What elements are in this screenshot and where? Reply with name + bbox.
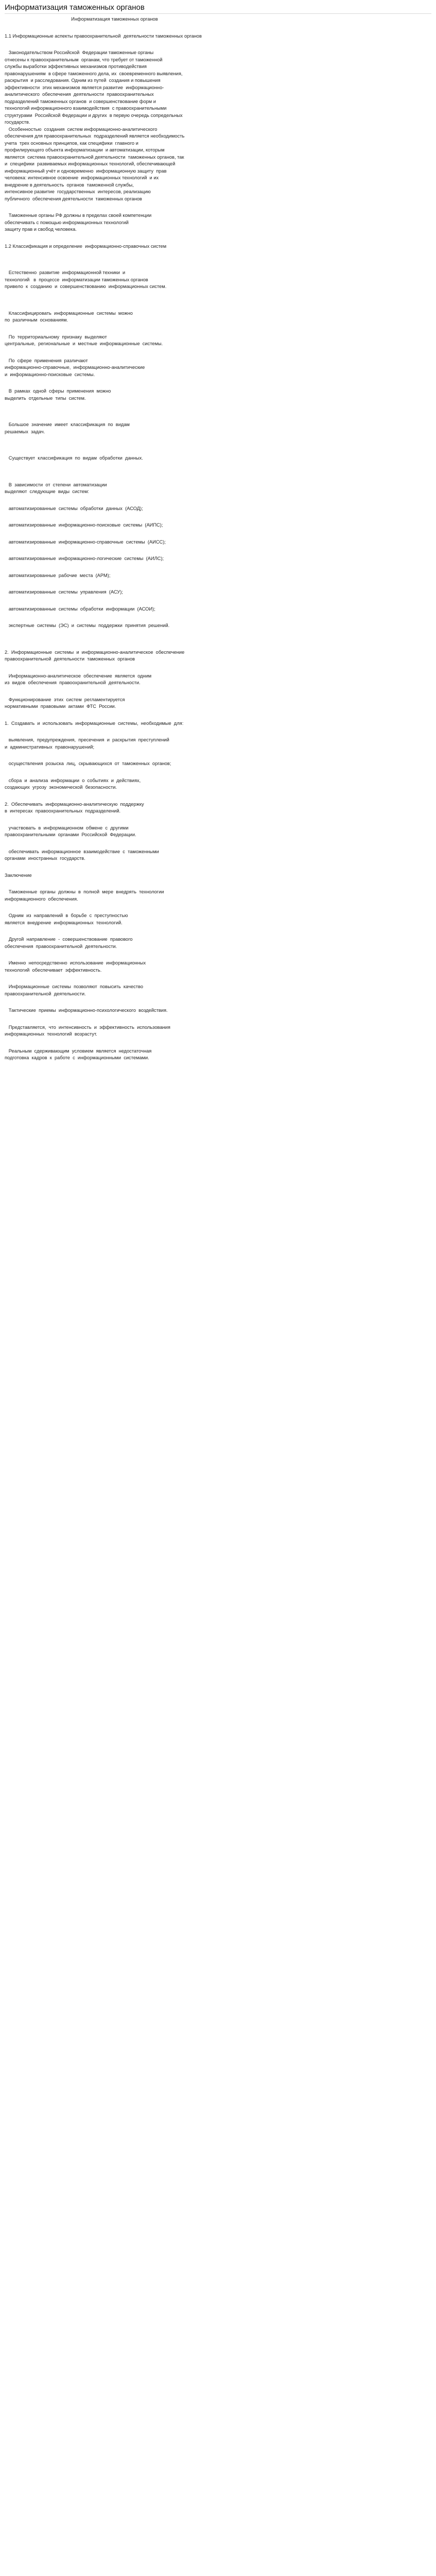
- paragraph: Информационно-аналитическое обеспечение является одним из видов обеспечения правоохранительной деятельности.: [5, 673, 152, 685]
- paragraph-gap: [5, 903, 431, 912]
- paragraph-gap: [5, 974, 431, 984]
- paragraph-gap: [5, 300, 431, 310]
- paragraph: Существует классификация по видам обработки данных.: [5, 455, 143, 461]
- paragraph-gap: [5, 630, 431, 639]
- paragraph: Большое значение имеет классификация по видам решаемых задач.: [5, 422, 130, 434]
- paragraph: Таможенные органы должны в полной мере внедрять технологии информационного обеспечения.: [5, 889, 164, 902]
- paragraph: автоматизированные рабочие места (АРМ);: [5, 572, 111, 578]
- paragraph: автоматизированные системы управления (АСУ);: [5, 589, 123, 595]
- paragraph-gap: [5, 546, 431, 555]
- paragraph-gap: [5, 879, 431, 889]
- paragraph: 2. Информационные системы и информационно-аналитическое обеспечение правоохранительной деятельности таможенных органов: [5, 649, 185, 662]
- paragraph-gap: [5, 613, 431, 622]
- paragraph: осуществления розыска лиц, скрывающихся от таможенных органов;: [5, 761, 171, 766]
- paragraph-gap: [5, 751, 431, 760]
- paragraph-gap: [5, 472, 431, 482]
- paragraph-gap: [5, 768, 431, 777]
- paragraph: Тактические приемы информационно-психологического воздействия.: [5, 1008, 168, 1013]
- paragraph-gap: [5, 926, 431, 936]
- paragraph: Законодательством Российской Федерации таможенные органы отнесены к правоохранительным органам, что требует от таможенной службы выработки эффективных механизмов противодействия правонарушениям в сфере таможенного дела, их своевременного выявления, раскрытия и расследования. Одним из путей создания и повышения эффективности этих механизмов является развитие информационно- аналитического обеспечения деятельности правоохранительных подразделений таможенных органов и совершенствование форм и технологий информационного взаимодействия с правоохранительными структурами Российской Федерации и других в первую очередь сопредельных государств.: [5, 50, 183, 125]
- paragraph: Таможенные органы РФ должны в пределах своей компетенции обеспечивать с помощью информационных технологий защиту прав и свобод человека.: [5, 213, 152, 232]
- paragraph-gap: [5, 997, 431, 1007]
- paragraph-gap: [5, 462, 431, 472]
- paragraph-gap: [5, 815, 431, 825]
- paragraph: Естественно развитие информационной техники и технологий в процессе информатизации таможенных органов привело к созданию и совершенствованию информационных систем.: [5, 270, 167, 289]
- paragraph-gap: [5, 233, 431, 243]
- paragraph-gap: [5, 663, 431, 673]
- paragraph-gap: [5, 950, 431, 960]
- paragraph-gap: [5, 529, 431, 539]
- paragraph: По сфере применения различают информационно-справочные, информационно-аналитические и информационно-поисковые системы.: [5, 358, 145, 377]
- paragraph: Информационные системы позволяют повысить качество правоохранительной деятельности.: [5, 984, 144, 996]
- paragraph: сбора и анализа информации о событиях и действиях, создающих угрозу экономической безопасности.: [5, 777, 141, 790]
- paragraph-gap: [5, 40, 431, 49]
- paragraph-gap: [5, 291, 431, 300]
- paragraph-gap: [5, 202, 431, 212]
- paragraph-gap: [5, 250, 431, 260]
- paragraph: В рамках одной сферы применения можно выделить отдельные типы систем.: [5, 388, 111, 401]
- paragraph: 2. Обеспечивать информационно-аналитическую поддержку в интересах правоохранительных подразделений.: [5, 801, 144, 814]
- paragraph-gap: [5, 512, 431, 522]
- paragraph-gap: [5, 348, 431, 358]
- paragraph-gap: [5, 791, 431, 801]
- paragraph: автоматизированные информационно-поисковые системы (АИПС);: [5, 522, 163, 528]
- document-body: [5, 16, 431, 1062]
- paragraph-gap: [5, 596, 431, 606]
- paragraph-gap: [5, 710, 431, 720]
- paragraph-gap: [5, 435, 431, 445]
- paragraph-gap: [5, 324, 431, 334]
- paragraph: Именно непосредственно использование информационных технологий обеспечивает эффективность.: [5, 960, 146, 973]
- paragraph: автоматизированные информационно-справочные системы (АИСС);: [5, 539, 166, 545]
- paragraph: Одним из направлений в борьбе с преступностью является внедрение информационных технологий.: [5, 913, 128, 925]
- document-page: [0, 0, 436, 1072]
- paragraph: участвовать в информационном обмене с другими правоохранительными органами Российской Федерации.: [5, 825, 136, 837]
- page-title: Информатизация таможенных органов: [5, 3, 431, 14]
- paragraph-gap: [5, 1014, 431, 1024]
- paragraph: экспертные системы (ЭС) и системы поддержки принятия решений.: [5, 623, 170, 628]
- paragraph-gap: [5, 862, 431, 872]
- paragraph: Другой направление - совершенствование правового обеспечения правоохранительной деятельности.: [5, 937, 133, 949]
- paragraph: Представляется, что интенсивность и эффективность использования информационных технологий возрастут.: [5, 1024, 170, 1037]
- paragraph: Заключение: [5, 872, 32, 878]
- paragraph-gap: [5, 563, 431, 572]
- paragraph-gap: [5, 579, 431, 589]
- paragraph-gap: [5, 496, 431, 505]
- paragraph: обеспечивать информационное взаимодействие с таможенными органами иностранных государств.: [5, 849, 159, 861]
- paragraph: Информатизация таможенных органов: [5, 16, 158, 22]
- paragraph: Классифицировать информационные системы можно по различным основаниям.: [5, 310, 133, 323]
- paragraph-gap: [5, 839, 431, 849]
- paragraph: Функционирование этих систем регламентируется нормативными правовыми актами ФТС России.: [5, 697, 125, 709]
- paragraph: автоматизированные информационно-логические системы (АИЛС);: [5, 556, 164, 561]
- paragraph: 1.2 Классификация и определение информационно-справочных систем: [5, 243, 167, 249]
- paragraph-gap: [5, 727, 431, 737]
- paragraph: 1.1 Информационные аспекты правоохранительной деятельности таможенных органов: [5, 33, 202, 39]
- paragraph: В зависимости от степени автоматизации выделяют следующие виды систем:: [5, 482, 107, 494]
- paragraph-gap: [5, 402, 431, 412]
- paragraph: автоматизированные системы обработки данных (АСОД);: [5, 505, 143, 511]
- paragraph-gap: [5, 1038, 431, 1048]
- paragraph-gap: [5, 687, 431, 697]
- paragraph-gap: [5, 445, 431, 455]
- paragraph-gap: [5, 260, 431, 269]
- paragraph: 1. Создавать и использовать информационные системы, необходимые для:: [5, 720, 184, 726]
- paragraph-gap: [5, 412, 431, 421]
- paragraph: автоматизированные системы обработки информации (АСОИ);: [5, 606, 155, 612]
- paragraph-gap: [5, 378, 431, 388]
- paragraph-gap: [5, 639, 431, 649]
- paragraph: Реальным сдерживающим условием является недостаточная подготовка кадров к работе с информационными системами.: [5, 1048, 152, 1060]
- paragraph: По территориальному признаку выделяют центральные, региональные и местные информационные системы.: [5, 334, 163, 346]
- paragraph: Особенностью создания систем информационно-аналитического обеспечения для правоохранительных подразделений является необходимость учета трех основных принципов, как специфики главного и профилирующего объекта информатизации и автоматизации, которым является система правоохранительной деятельности таможенных органов, так и специфики развиваемых информационных технологий, обеспечивающей информационный учёт и одновременно информационную защиту прав человека: интенсивное освоение информационных технологий и их внедрение в деятельность органов таможенной службы, интенсивное развитие государственных интересов, реализацию публичного обеспечения деятельности таможенных органов: [5, 126, 185, 201]
- paragraph-gap: [5, 23, 431, 33]
- paragraph: выявления, предупреждения, пресечения и раскрытия преступлений и административных правонарушений;: [5, 737, 169, 750]
